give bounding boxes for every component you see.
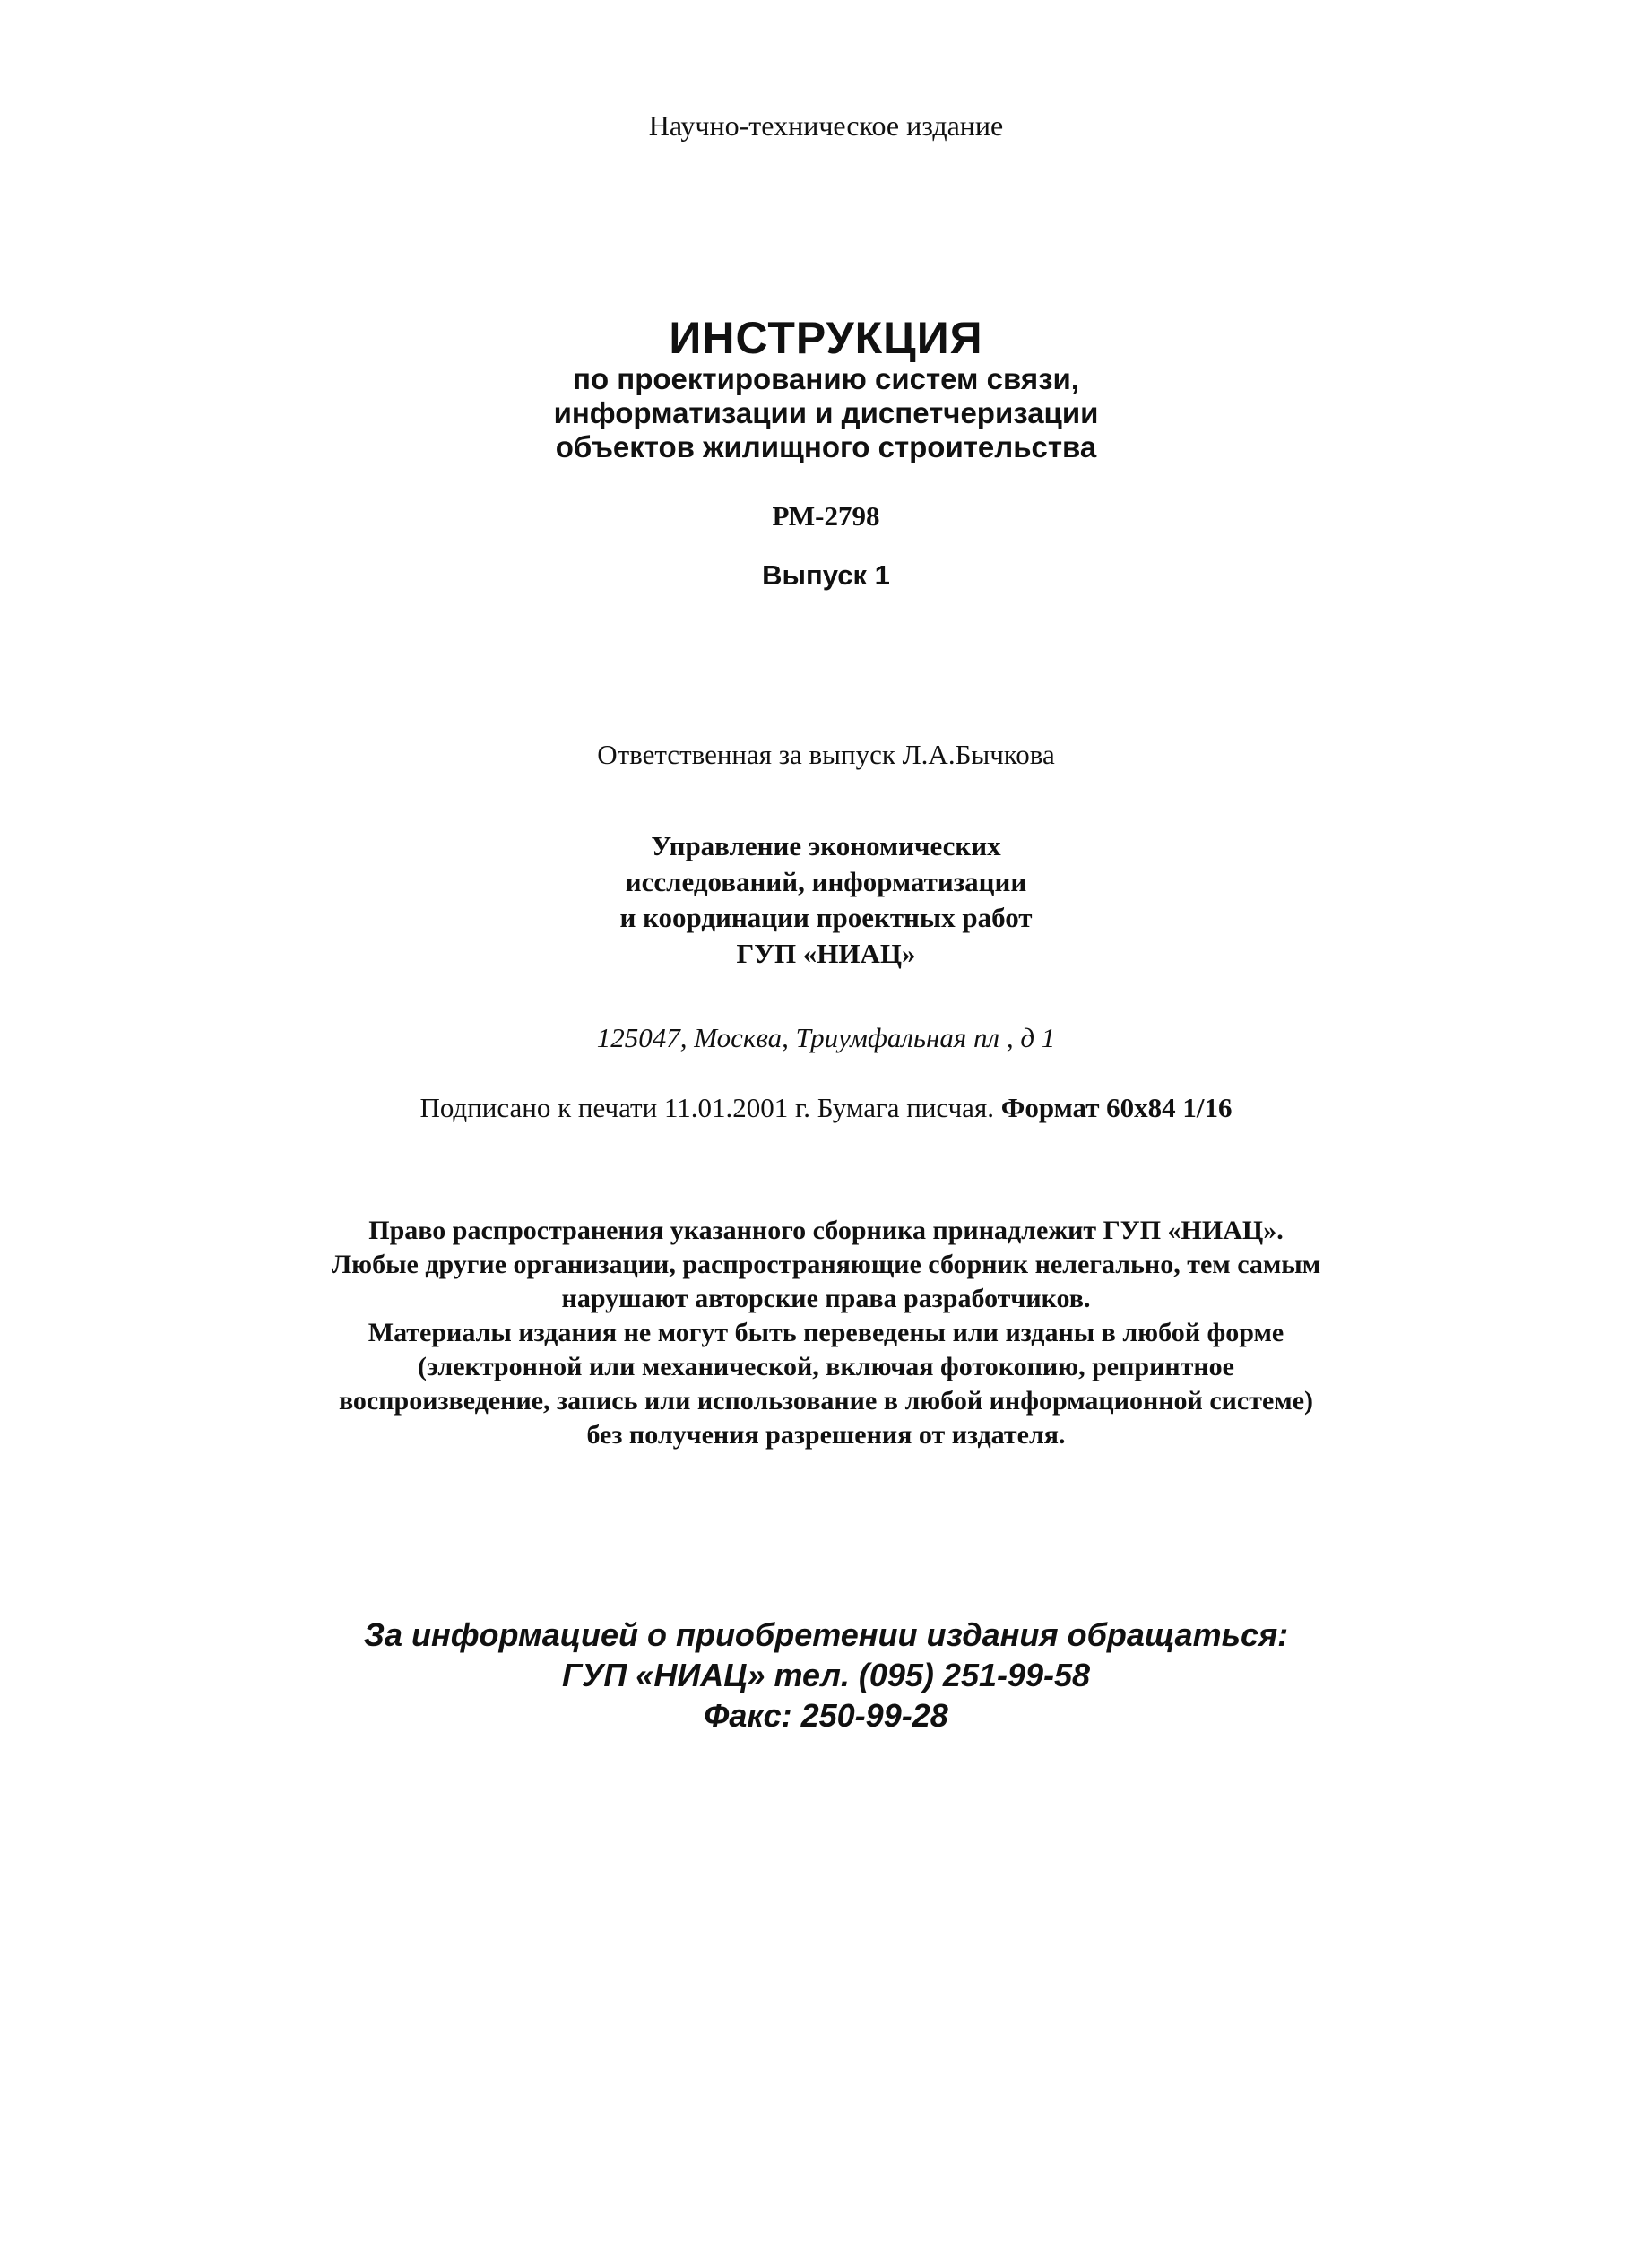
document-title: ИНСТРУКЦИЯ — [669, 313, 983, 363]
rights-line: Любые другие организации, распространяющие сборник нелегально, тем самым — [331, 1250, 1321, 1279]
edition-type: Научно-техническое издание — [648, 109, 1004, 142]
responsible-editor: Ответственная за выпуск Л.А.Бычкова — [597, 739, 1055, 770]
subtitle-line: по проектированию систем связи, — [573, 362, 1079, 395]
rights-line: Материалы издания не могут быть переведены или изданы в любой форме — [368, 1318, 1284, 1347]
contact-line: ГУП «НИАЦ» тел. (095) 251-99-58 — [561, 1657, 1091, 1693]
rights-line: без получения разрешения от издателя. — [586, 1420, 1066, 1450]
print-format-text: Формат 60х84 1/16 — [1000, 1092, 1233, 1123]
print-signed-text: Подписано к печати 11.01.2001 г. Бумага писчая. — [419, 1092, 994, 1123]
rights-line: (электронной или механической, включая фотокопию, репринтное — [417, 1352, 1234, 1381]
subtitle-line: объектов жилищного строительства — [555, 430, 1097, 463]
rights-line: воспроизведение, запись или использование в любой информационной системе) — [338, 1386, 1314, 1416]
rights-line: Право распространения указанного сборника принадлежит ГУП «НИАЦ». — [368, 1216, 1284, 1245]
document-code: РМ-2798 — [772, 500, 880, 532]
department-line: ГУП «НИАЦ» — [736, 938, 916, 969]
department-line: и координации проектных работ — [619, 902, 1033, 933]
rights-line: нарушают авторские права разработчиков. — [561, 1284, 1091, 1313]
department-line: исследований, информатизации — [625, 866, 1027, 897]
department-line: Управление экономических — [651, 830, 1001, 861]
issue-number: Выпуск 1 — [762, 559, 890, 591]
print-info — [0, 1092, 1652, 1124]
publisher-address: 125047, Москва, Триумфальная пл , д 1 — [596, 1022, 1056, 1053]
contact-line: Факс: 250-99-28 — [704, 1697, 948, 1734]
subtitle-line: информатизации и диспетчеризации — [553, 396, 1099, 429]
contact-line: За информацией о приобретении издания обращаться: — [363, 1616, 1289, 1653]
